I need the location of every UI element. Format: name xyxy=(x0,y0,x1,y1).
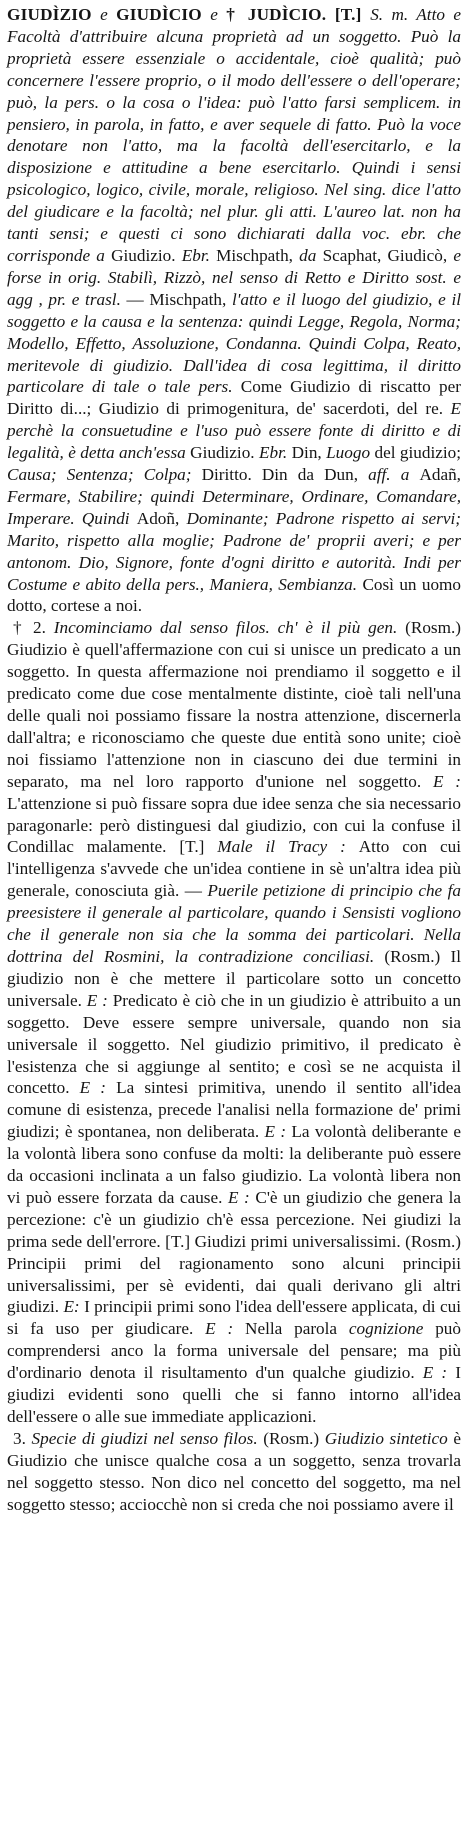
p3-roman-2: è Giudizio che unisce qualche cosa a un soggetto, senza trovarla nel soggetto stesso. Non dico nel concetto del soggetto, ma nel soggetto stesso; acciocchè non si creda che noi possiamo avere il xyxy=(7,1428,461,1514)
p2-italic-7: E : xyxy=(264,1122,292,1142)
p1-roman-3: Giudizio. xyxy=(111,245,182,265)
p1-roman-1: GIUDÌCIO xyxy=(116,5,202,24)
p1-italic-6: e forse in orig. Stabilì, Rizzò, nel senso di Retto e Diritto sost. e agg , pr. e trasl. xyxy=(7,245,461,309)
entry-paragraph-sense-3 xyxy=(7,1428,461,1516)
p2-italic-2: E : xyxy=(432,771,461,791)
p1-italic-14: Dominante; Padrone rispetto ai servi; Marito, rispetto alla moglie; Padrone de' proprii averi; e per antonom. Dio, Signore, fonte d'ogni diritto e autorità. Indi per Costume e abito della pers., Maniera, Sembianza. xyxy=(7,508,461,594)
entry-paragraph-definition xyxy=(7,4,461,617)
p1-roman-15: Così un uomo dotto, cortese a noi. xyxy=(7,574,462,616)
p2-roman-3: L'attenzione si può fissare sopra due idee senza che sia necessario paragonarle: però distinguesi dal giudizio, con cui la confuse il Condillac malamente. [T.] xyxy=(7,793,461,857)
p2-italic-6: E : xyxy=(79,1078,117,1098)
p1-italic-1: e xyxy=(201,5,227,24)
p2-roman-5: (Rosm.) Il giudizio non è che mettere il particolare sotto un concetto universale. xyxy=(7,946,461,1010)
p2-italic-8: E : xyxy=(227,1187,256,1207)
p1-italic-7: l'atto e il luogo del giudizio, e il soggetto e la causa e la sentenza: quindi Legge, Regola, Norma; Modello, Effetto, Assoluzione, Condanna. Quindi Colpa, Reato, meritevole di giudizio. Dall'idea di cosa legittima, il diritto particolare di tale o tale pers. xyxy=(7,289,461,397)
p2-roman-6: Predicato è ciò che in un giudizio è attribuito a un soggetto. Deve essere sempre universale, quando non sia universale il soggetto. Nel giudizio primitivo, il predicato è l'esistenza che si aggiunge al sentito; e così se ne acquista il concetto. xyxy=(7,990,461,1098)
p1-roman-4: Mischpath, xyxy=(216,245,300,265)
p1-roman-9: Giudizio. xyxy=(190,443,260,463)
p2-roman-8: La volontà deliberante e la volontà libera sono confuse da molti: la deliberante può essere da occasioni inclinata a un falso giudizio. La volontà libera non vi può essere forzata da cause. xyxy=(7,1122,461,1207)
p1-roman-11: del giudizio; xyxy=(374,443,462,463)
p1-italic-3: Ebr. xyxy=(181,245,217,265)
entry-paragraph-sense-2 xyxy=(7,617,461,1428)
p2-roman-7: La sintesi primitiva, unendo il sentito all'idea comune di esistenza, precede l'analisi nella formazione de' primi giudizi; è spontanea, non deliberata. xyxy=(7,1078,462,1142)
p1-roman-8: Come Giudizio di riscatto per Diritto di...; Giudizio di primogenitura, de' sacerdoti, del re. xyxy=(7,377,462,419)
p1-italic-4: da xyxy=(299,245,323,265)
p1-italic-10: Luogo xyxy=(326,443,375,463)
p2-italic-11: cognizione xyxy=(348,1319,436,1339)
p1-roman-6: Giudicò, xyxy=(387,245,454,265)
p2-italic-9: E: xyxy=(63,1297,85,1317)
p1-roman-10: Din, xyxy=(291,443,327,463)
p1-roman-7: — Mischpath, xyxy=(126,289,232,309)
p1-italic-9: Ebr. xyxy=(259,443,292,463)
p2-roman-13: I giudizi evidenti sono quelli che si fanno intorno all'idea dell'essere o alle sue immediate applicazioni. xyxy=(7,1363,461,1426)
p2-roman-9: C'è un giudizio che genera la percezione: c'è un giudizio ch'è essa percezione. Nei giudizi la prima sede dell'errore. [T.] Giudizi primi universalissimi. (Rosm.) Principii primi del ragionamento sono alcuni principii universalissimi, per sè evidenti, dai quali derivano gli altri giudizi. xyxy=(7,1187,461,1317)
p2-roman-1: 2. xyxy=(33,618,54,638)
p1-roman-5: Scaphat, xyxy=(322,245,388,265)
p2-roman-0: † xyxy=(13,618,34,638)
p2-italic-12: E : xyxy=(422,1363,456,1383)
headword: GIUDÌZIO xyxy=(7,5,92,24)
p1-italic-13: Fermare, Stabilire; quindi Determinare, Ordinare, Comandare, Imperare. Quindi xyxy=(7,486,461,528)
p1-italic-12: aff. a xyxy=(368,465,420,485)
p2-italic-5: E : xyxy=(86,990,113,1010)
p1-roman-2: † JUDÌCIO. [T.] xyxy=(226,5,371,24)
p3-roman-1: (Rosm.) xyxy=(263,1428,325,1448)
p2-roman-2: (Rosm.) Giudizio è quell'affermazione con cui si unisce un predicato a un soggetto. In questa affermazione noi prendiamo il soggetto e il predicato come due cose mentalmente distinte, cioè tali nell'una delle quali noi possiamo fissare la nostra attenzione, discernerla dall'altra; e riconosciamo che queste due entità sono unite; cioè noi fissiamo l'attenzione non in ciascuno dei due termini in separato, ma nel loro rapporto d'unione nel soggetto. xyxy=(7,618,461,791)
p2-italic-4: Puerile petizione di principio che fa preesistere il generale al particolare, quando i Sensisti vogliono che il generale non sia che la somma dei particolari. Nella dottrina del Rosmini, la contradizione conciliasi. xyxy=(7,881,462,966)
p1-italic-11: Causa; Sentenza; Colpa; xyxy=(7,465,202,485)
p2-italic-10: E : xyxy=(205,1319,246,1339)
p2-roman-12: può comprendersi anco la forma universale del pensare; ma più d'ordinario denota il risultamento d'un qualche giudizio. xyxy=(7,1319,461,1383)
p2-roman-10: I principii primi sono l'idea dell'essere applicata, di cui si fa uso per giudicare. xyxy=(7,1297,461,1339)
p3-italic-0: Specie di giudizi nel senso filos. xyxy=(31,1428,264,1448)
p1-roman-13: Adañ, xyxy=(419,465,461,485)
p1-roman-12: Diritto. Din da Dun, xyxy=(201,465,369,485)
p1-roman-14: Adoñ, xyxy=(136,508,187,528)
p2-italic-1: Incominciamo dal senso filos. ch' è il più gen. xyxy=(53,618,406,638)
p2-roman-4: Atto con cui l'intelligenza s'avvede che un'idea contiene in sè un'altra idea più generale, conosciuta già. — xyxy=(7,837,461,901)
p3-italic-1: Giudizio sintetico xyxy=(324,1428,454,1448)
p1-italic-8: E perchè la consuetudine e l'uso può essere fonte di diritto e di legalità, è detta anch'essa xyxy=(7,399,461,463)
p2-italic-3: Male il Tracy : xyxy=(217,837,359,857)
p2-roman-11: Nella parola xyxy=(245,1319,349,1339)
p1-italic-0: e xyxy=(91,5,117,24)
p3-roman-0: 3. xyxy=(13,1428,32,1448)
p1-italic-2: S. m. Atto e Facoltà d'attribuire alcuna proprietà ad un soggetto. Può la proprietà essere essenziale o accidentale, cioè qualità; può concernere l'essere proprio, o il modo dell'essere o dell'operare; può, la pers. o la cosa o l'idea: può l'atto farsi semplicem. in pensiero, in parola, in fatto, e aver sequele di fatto. Può la voce denotare non l'atto, ma la facoltà dell'esercitarlo, e la disposizione e attitudine a bene esercitarlo. Quindi i sensi psicologico, logico, civile, morale, religioso. Nel sing. dice l'atto del giudicare e la facoltà; nel plur. gli atti. L'aureo lat. non ha tanti sensi; e questi ci sono dichiarati dalla voc. ebr. che corrisponde a xyxy=(7,5,461,265)
